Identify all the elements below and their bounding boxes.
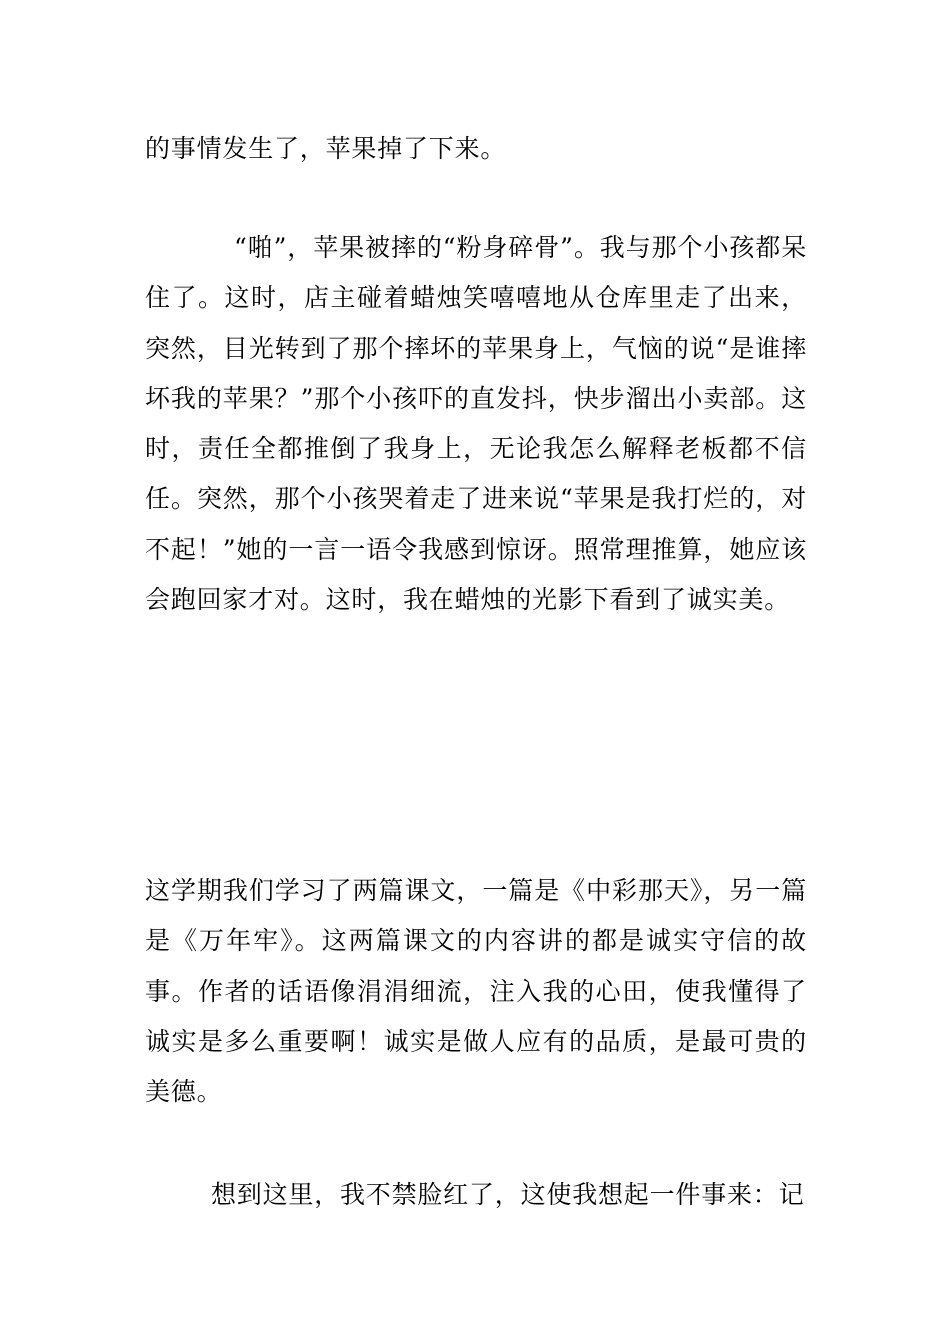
paragraph-1: 的事情发生了，苹果掉了下来。	[145, 134, 507, 163]
paragraph-2: “啪”，苹果被摔的“粉身碎骨”。我与那个小孩都呆住了。这时，店主碰着蜡烛笑嘻嘻地从仓库里走了出来，突然，目光转到了那个摔坏的苹果身上，气恼的说“是谁摔坏我的苹果？”那个小孩吓的直发抖，快步溜出小卖部。这时，责任全都推倒了我身上，无论我怎么解释老板都不信任。突然，那个小孩哭着走了进来说“苹果是我打烂的，对不起！”她的一言一语令我感到惊讶。照常理推算，她应该会跑回家才对。这时，我在蜡烛的光影下看到了诚实美。	[145, 233, 807, 615]
paragraph-3: 这学期我们学习了两篇课文，一篇是《中彩那天》，另一篇是《万年牢》。这两篇课文的内容讲的都是诚实守信的故事。作者的话语像涓涓细流，注入我的心田，使我懂得了诚实是多么重要啊！诚实是做人应有的品质，是最可贵的美德。	[145, 876, 807, 1107]
paragraph-4: 想到这里，我不禁脸红了，这使我想起一件事来：记	[211, 1180, 805, 1209]
